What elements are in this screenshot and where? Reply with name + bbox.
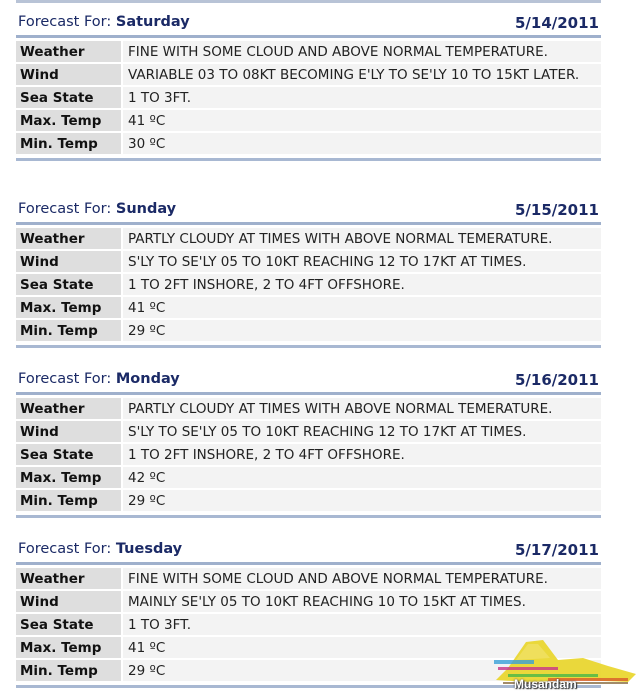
forecast-day: Tuesday xyxy=(115,541,183,557)
row-key: Wind xyxy=(16,64,121,85)
table-row xyxy=(16,87,601,108)
row-value: PARTLY CLOUDY AT TIMES WITH ABOVE NORMAL TEMERATURE. xyxy=(121,398,601,419)
row-key: Max. Temp xyxy=(16,467,121,488)
forecast-day: Monday xyxy=(115,371,180,387)
row-value: FINE WITH SOME CLOUD AND ABOVE NORMAL TEMPERATURE. xyxy=(121,41,601,62)
header-divider xyxy=(16,35,601,38)
forecast-block-saturday xyxy=(16,4,601,161)
forecast-block-monday xyxy=(16,361,601,518)
forecast-block-sunday xyxy=(16,191,601,348)
top-divider xyxy=(16,0,601,3)
forecast-label: Forecast For: xyxy=(18,201,112,217)
row-value: 42 ºC xyxy=(121,467,601,488)
table-row xyxy=(16,274,601,295)
table-row xyxy=(16,490,601,511)
row-key: Sea State xyxy=(16,614,121,635)
row-value: PARTLY CLOUDY AT TIMES WITH ABOVE NORMAL TEMERATURE. xyxy=(121,228,601,249)
table-row xyxy=(16,41,601,62)
forecast-day: Saturday xyxy=(115,14,190,30)
row-value: FINE WITH SOME CLOUD AND ABOVE NORMAL TEMPERATURE. xyxy=(121,568,601,589)
table-row xyxy=(16,467,601,488)
header-divider xyxy=(16,562,601,565)
table-row xyxy=(16,444,601,465)
row-key: Max. Temp xyxy=(16,110,121,131)
row-value: 30 ºC xyxy=(121,133,601,154)
row-value: 41 ºC xyxy=(121,297,601,318)
table-row xyxy=(16,297,601,318)
row-key: Weather xyxy=(16,228,121,249)
row-value: 1 TO 3FT. xyxy=(121,614,601,635)
table-row xyxy=(16,228,601,249)
row-key: Min. Temp xyxy=(16,490,121,511)
row-key: Weather xyxy=(16,568,121,589)
table-row xyxy=(16,398,601,419)
forecast-table xyxy=(16,39,601,156)
row-key: Max. Temp xyxy=(16,297,121,318)
forecast-date: 5/14/2011 xyxy=(514,14,599,32)
forecast-date: 5/16/2011 xyxy=(514,371,599,389)
row-key: Wind xyxy=(16,591,121,612)
forecast-header xyxy=(16,191,601,217)
row-value: VARIABLE 03 TO 08KT BECOMING E'LY TO SE'LY 10 TO 15KT LATER. xyxy=(121,64,601,85)
row-value: 29 ºC xyxy=(121,660,601,681)
table-row xyxy=(16,320,601,341)
forecast-label: Forecast For: xyxy=(18,14,112,30)
row-value: 29 ºC xyxy=(121,320,601,341)
row-value: 41 ºC xyxy=(121,110,601,131)
row-key: Min. Temp xyxy=(16,320,121,341)
footer-divider xyxy=(16,345,601,348)
footer-divider xyxy=(16,515,601,518)
forecast-header xyxy=(16,361,601,387)
forecast-date: 5/15/2011 xyxy=(514,201,599,219)
table-row xyxy=(16,251,601,272)
row-key: Weather xyxy=(16,41,121,62)
row-value: MAINLY SE'LY 05 TO 10KT REACHING 10 TO 15KT AT TIMES. xyxy=(121,591,601,612)
forecast-day: Sunday xyxy=(115,201,177,217)
forecast-table xyxy=(16,226,601,343)
row-value: 29 ºC xyxy=(121,490,601,511)
table-row xyxy=(16,110,601,131)
row-value: S'LY TO SE'LY 05 TO 10KT REACHING 12 TO 17KT AT TIMES. xyxy=(121,421,601,442)
row-value: 1 TO 2FT INSHORE, 2 TO 4FT OFFSHORE. xyxy=(121,444,601,465)
row-key: Max. Temp xyxy=(16,637,121,658)
row-value: 41 ºC xyxy=(121,637,601,658)
forecast-header xyxy=(16,531,601,557)
row-key: Weather xyxy=(16,398,121,419)
forecast-table xyxy=(16,396,601,513)
table-row xyxy=(16,64,601,85)
table-row xyxy=(16,133,601,154)
row-value: 1 TO 2FT INSHORE, 2 TO 4FT OFFSHORE. xyxy=(121,274,601,295)
header-divider xyxy=(16,392,601,395)
row-key: Min. Temp xyxy=(16,133,121,154)
row-key: Wind xyxy=(16,421,121,442)
row-key: Sea State xyxy=(16,274,121,295)
watermark-text: Musandam xyxy=(514,677,577,691)
row-value: S'LY TO SE'LY 05 TO 10KT REACHING 12 TO 17KT AT TIMES. xyxy=(121,251,601,272)
header-divider xyxy=(16,222,601,225)
row-value: 1 TO 3FT. xyxy=(121,87,601,108)
forecast-label: Forecast For: xyxy=(18,371,112,387)
row-key: Sea State xyxy=(16,87,121,108)
footer-divider xyxy=(16,158,601,161)
table-row xyxy=(16,421,601,442)
row-key: Sea State xyxy=(16,444,121,465)
row-key: Wind xyxy=(16,251,121,272)
table-row xyxy=(16,568,601,589)
forecast-date: 5/17/2011 xyxy=(514,541,599,559)
row-key: Min. Temp xyxy=(16,660,121,681)
forecast-header xyxy=(16,4,601,30)
table-row xyxy=(16,591,601,612)
forecast-label: Forecast For: xyxy=(18,541,112,557)
